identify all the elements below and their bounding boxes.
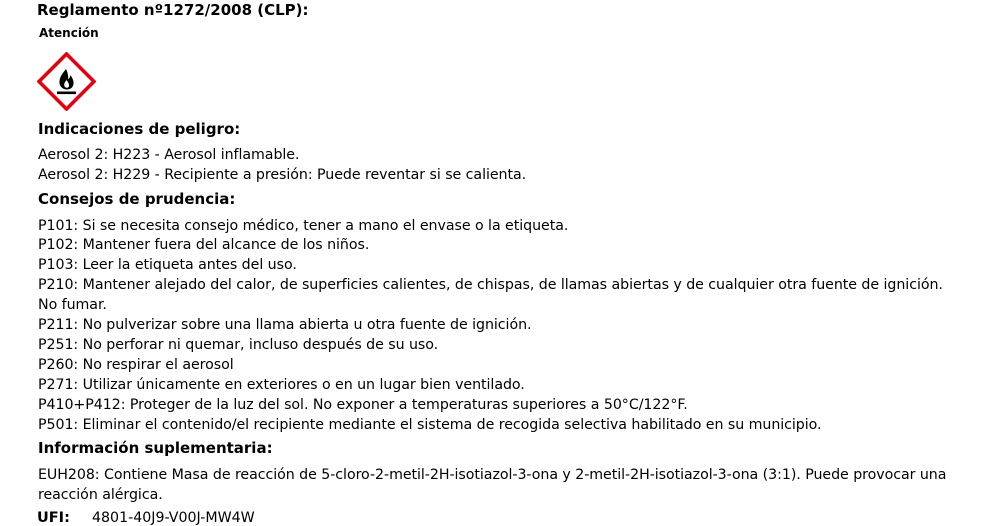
supplementary-information-title: Información suplementaria:: [38, 439, 273, 457]
supplementary-information-line: reacción alérgica.: [38, 487, 163, 503]
precautionary-statement-line: No fumar.: [38, 297, 107, 313]
regulation-title: Reglamento nº1272/2008 (CLP):: [37, 1, 309, 19]
signal-word: Atención: [39, 26, 99, 40]
hazard-statements-title: Indicaciones de peligro:: [38, 120, 241, 138]
precautionary-statement-line: P211: No pulverizar sobre una llama abierta u otra fuente de ignición.: [38, 317, 532, 333]
precautionary-statement-line: P102: Mantener fuera del alcance de los niños.: [38, 237, 370, 253]
precautionary-statement-line: P251: No perforar ni quemar, incluso después de su uso.: [38, 337, 439, 353]
hazard-statement-line: Aerosol 2: H229 - Recipiente a presión: Puede reventar si se calienta.: [38, 167, 527, 183]
precautionary-statement-line: P501: Eliminar el contenido/el recipiente mediante el sistema de recogida selectiva habilitado en su municipio.: [38, 417, 822, 433]
precautionary-statement-line: P101: Si se necesita consejo médico, tener a mano el envase o la etiqueta.: [38, 218, 569, 234]
supplementary-information-line: EUH208: Contiene Masa de reacción de 5-cloro-2-metil-2H-isotiazol-3-ona y 2-metil-2H-isotiazol-3-ona (3:1). Puede provocar una: [38, 467, 947, 483]
precautionary-statement-line: P410+P412: Proteger de la luz del sol. No exponer a temperaturas superiores a 50°C/122°F.: [38, 397, 688, 413]
precautionary-statements-title: Consejos de prudencia:: [38, 190, 236, 208]
precautionary-statement-line: P103: Leer la etiqueta antes del uso.: [38, 257, 297, 273]
precautionary-statement-line: P260: No respirar el aerosol: [38, 357, 234, 373]
precautionary-statement-line: P271: Utilizar únicamente en exteriores o en un lugar bien ventilado.: [38, 377, 525, 393]
ufi-value: 4801-40J9-V00J-MW4W: [92, 510, 255, 526]
hazard-statement-line: Aerosol 2: H223 - Aerosol inflamable.: [38, 147, 300, 163]
flame-ghs02-icon: [37, 52, 96, 111]
ufi-label: UFI:: [37, 510, 70, 526]
precautionary-statement-line: P210: Mantener alejado del calor, de superficies calientes, de chispas, de llamas abiertas y de cualquier otra fuente de ignición.: [38, 277, 943, 293]
